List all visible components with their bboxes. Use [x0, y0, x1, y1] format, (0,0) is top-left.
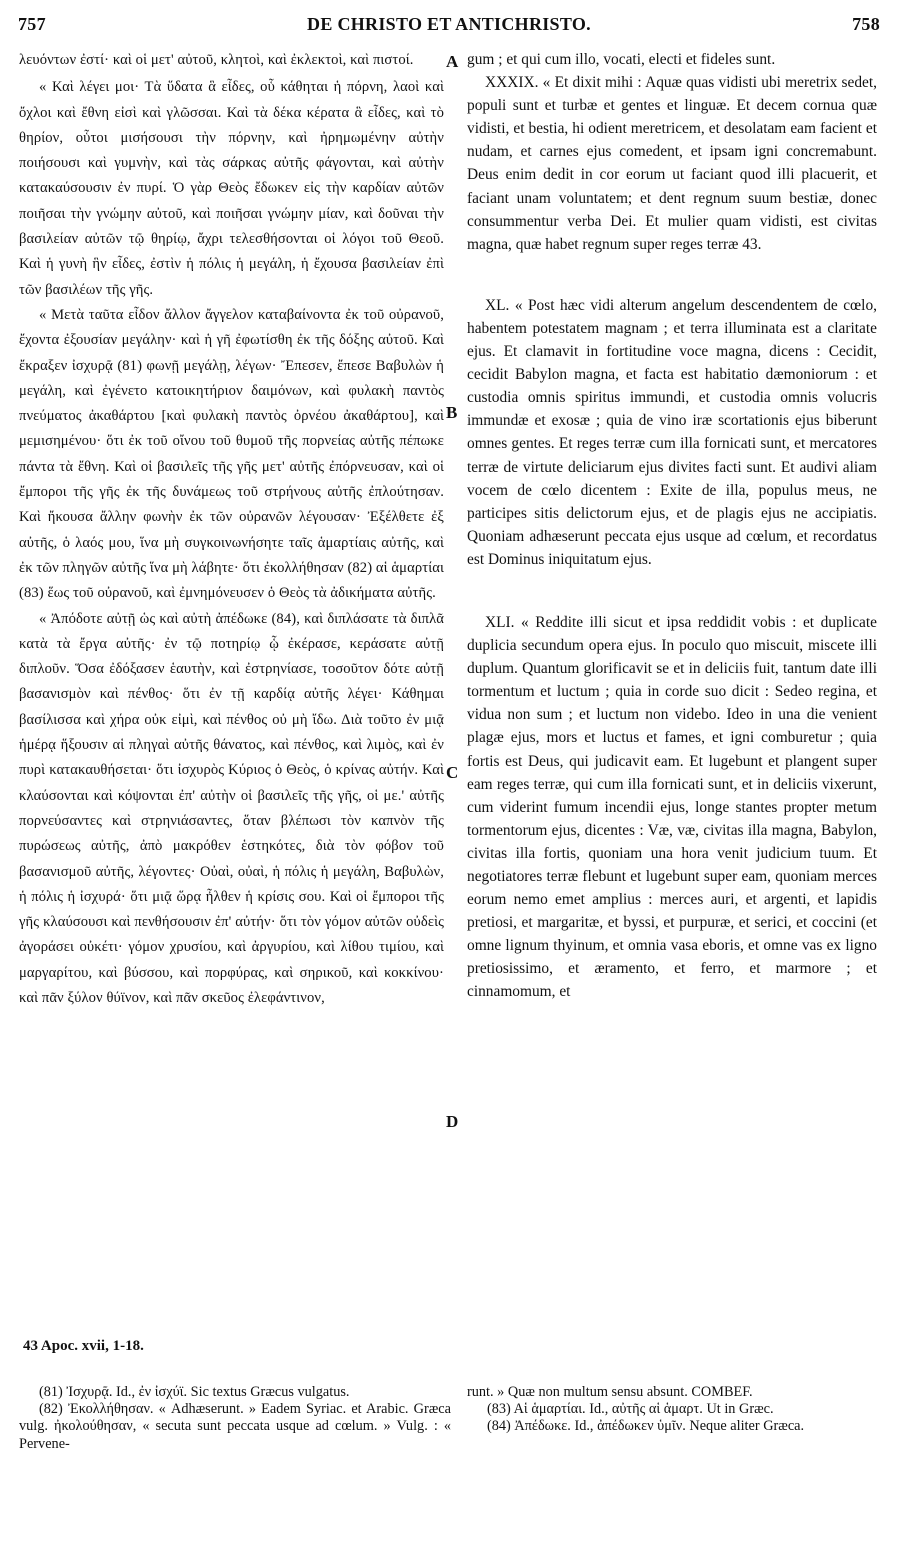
page-header — [18, 14, 880, 40]
greek-paragraph-1: λευόντων ἐστί· καὶ οἱ μετ' αὐτοῦ, κλητοὶ, καὶ ἐκλεκτοὶ, καὶ πιστοί. — [19, 52, 414, 68]
note-83: (83) Αἱ ἁμαρτίαι. Id., αὐτῆς αἱ ἁμαρτ. Ut in Græc. — [487, 1401, 774, 1418]
latin-section-xli: XLI. « Reddite illi sicut et ipsa reddidit vobis : et duplicate duplicia secundum opera ejus. In poculo quo miscuit, miscete illi duplum. Quantum glorificavit se et in deliciis fuit, tantum date illi tormentum et luctum ; quia in corde suo dicit : Sedeo regina, et vidua non sum ; et luctum non videbo. Ideo in una die venient plagæ ejus, mors et luctus et fames, et igni comburetur ; quia fortis est Deus, qui judicavit eam. Et lugebunt et plangent super eam reges terræ, qui cum illa fornicati sunt, et in deliciis vixerunt, cum viderint fumum incendii ejus, longe stantes propter metum tormentorum ejus, dicentes : Væ, væ, civitas illa magna, Babylon, civitas illa fortis, quoniam una hora venit judicium tuum. Et negotiatores terræ flebunt et lugebunt super eam, quoniam merces eorum nemo emet amplius : merces auri, et argenti, et lapidis pretiosi, et margaritæ, et byssi, et purpuræ, et serici, et coccini (et omne lignum thyinum, et omnia vasa eboris, et omne vas ex ligno pretiosissimo, et æramento, et ferro, et marmore ; et cinnamomum, et — [467, 613, 877, 1001]
notes-left-column — [19, 1384, 451, 1453]
margin-letter-c: C — [446, 763, 459, 782]
page-number-right: 758 — [852, 14, 880, 34]
greek-column — [19, 48, 444, 1011]
note-84: (84) Ἀπέδωκε. Id., ἀπέδωκεν ὑμῖν. Neque aliter Græca. — [487, 1418, 805, 1435]
latin-section-xl: XL. « Post hæc vidi alterum angelum descendentem de cœlo, habentem potestatem magnam ; et terra illuminata est a claritate ejus. Et clamavit in fortitudine voce magna, dicens : Cecidit, cecidit Babylon magna, et facta est habitatio dæmoniorum : et custodia omnis spiritus immundi, et custodia omnis volucris immundæ et exosæ ; quia de vino iræ scortationis ejus biberunt omnes gentes. Et reges terræ cum illa fornicati sunt, et mercatores terræ de virtute deliciarum ejus divites facti sunt. Et audivi aliam vocem de cœlo dicentem : Exite de illa, populus meus, ne participes sitis delictorum ejus, et de plagis ejus ne accipiatis. Quoniam adhæserunt peccata ejus usque ad cœlum, et recordatus est Dominus iniquitatum ejus. — [467, 296, 877, 568]
margin-letter-b: B — [446, 403, 458, 422]
note-82: (82) Ἐκολλήθησαν. « Adhæserunt. » Eadem Syriac. et Arabic. Græca vulg. ἠκολούθησαν, « secuta sunt peccata usque ad cœlum. » Vulg. : « Pervene- — [19, 1401, 451, 1452]
note-81: (81) Ἰσχυρᾷ. Id., ἐν ἰσχύϊ. Sic textus Græcus vulgatus. — [39, 1384, 350, 1400]
latin-column — [467, 48, 877, 1004]
margin-letter-a: A — [446, 52, 459, 71]
greek-paragraph-3: « Μετὰ ταῦτα εἶδον ἄλλον ἄγγελον καταβαίνοντα ἐκ τοῦ οὐρανοῦ, ἔχοντα ἐξουσίαν μεγάλην· καὶ ἡ γῆ ἐφωτίσθη ἐκ τῆς δόξης αὐτοῦ. Καὶ ἔκραξεν ἰσχυρᾷ (81) φωνῇ μεγάλῃ, λέγων· Ἔπεσεν, ἔπεσε Βαβυλὼν ἡ μεγάλη, καὶ ἐγένετο κατοικητήριον δαιμόνων, καὶ φυλακὴ παντὸς πνεύματος ἀκαθάρτου [καὶ φυλακὴ παντὸς ὀρνέου ἀκαθάρτου], καὶ μεμισημένου· ὅτι ἐκ τοῦ οἴνου τοῦ θυμοῦ τῆς πορνείας αὐτῆς πέπωκε πάντα τὰ ἔθνη. Καὶ οἱ βασιλεῖς τῆς γῆς μετ' αὐτῆς ἐπόρνευσαν, καὶ οἱ ἔμποροι τῆς γῆς ἐκ τῆς δυνάμεως τοῦ στρήνους αὐτῆς ἐπλούτησαν. Καὶ ἤκουσα ἄλλην φωνὴν ἐκ τῶν οὐρανῶν λέγουσαν· Ἐξέλθετε ἐξ αὐτῆς, ὁ λαός μου, ἵνα μὴ συγκοινωνήσητε ταῖς ἁμαρτίαις αὐτῆς, καὶ ἐκ τῶν πληγῶν αὐτῆς ἵνα μὴ λάβητε· ὅτι ἐκολλήθησαν (82) αἱ ἁμαρτίαι (83) ἕως τοῦ οὐρανοῦ, καὶ ἐμνημόνευσεν ὁ Θεὸς τὰ ἀδικήματα αὐτῆς. — [19, 306, 444, 602]
page-number-left: 757 — [18, 14, 46, 34]
margin-letter-d: D — [446, 1112, 459, 1131]
note-82-continued: runt. » Quæ non multum sensu absunt. COMBEF. — [467, 1384, 753, 1400]
latin-paragraph-1: gum ; et qui cum illo, vocati, electi et fideles sunt. — [467, 51, 776, 68]
latin-section-xxxix: XXXIX. « Et dixit mihi : Aquæ quas vidisti ubi meretrix sedet, populi sunt et turbæ et gentes et linguæ. Et decem cornua quæ vidisti, et bestia, hi odient meretricem, et desolatam eam facient et nudam, et carnes ejus comedent, et ipsam igni concremabunt. Deus enim dedit in cor eorum ut faciant quod illi placuerit, et faciant unam voluntatem; et dent regnum suum bestiæ, donec consummentur verba Dei. Et mulier quam vidisti, est civitas magna, quæ habet regnum super reges terræ 43. — [467, 74, 877, 253]
scripture-footnote: 43 Apoc. xvii, 1-18. — [23, 1338, 144, 1354]
greek-paragraph-4: « Ἀπόδοτε αὐτῇ ὡς καὶ αὐτὴ ἀπέδωκε (84), καὶ διπλάσατε τὰ διπλᾶ κατὰ τὰ ἔργα αὐτῆς· ἐν τῷ ποτηρίῳ ᾧ ἐκέρασε, κεράσατε αὐτῇ διπλοῦν. Ὅσα ἐδόξασεν ἑαυτὴν, καὶ ἐστρηνίασε, τοσοῦτον δότε αὐτῇ βασανισμὸν καὶ πένθος· ὅτι ἐν τῇ καρδίᾳ αὐτῆς λέγει· Κάθημαι βασίλισσα καὶ χήρα οὐκ εἰμὶ, καὶ πένθος οὐ μὴ ἴδω. Διὰ τοῦτο ἐν μιᾷ ἡμέρᾳ ἥξουσιν αἱ πληγαὶ αὐτῆς θάνατος, καὶ πένθος, καὶ λιμὸς, καὶ ἐν πυρὶ κατακαυθήσεται· ὅτι ἰσχυρὸς Κύριος ὁ Θεὸς, ὁ κρίνας αὐτήν. Καὶ κλαύσονται καὶ κόψονται ἐπ' αὐτὴν οἱ βασιλεῖς τῆς γῆς, οἱ με.' αὐτῆς πορνεύσαντες καὶ στρηνιάσαντες, ὅταν βλέπωσι τὸν καπνὸν τῆς πυρώσεως αὐτῆς, ἀπὸ μακρόθεν ἑστηκότες, διὰ τὸν φόβον τοῦ βασανισμοῦ αὐτῆς, λέγοντες· Οὐαὶ, οὐαὶ, ἡ πόλις ἡ μεγάλη, Βαβυλὼν, ἡ πόλις ἡ ἰσχυρά· ὅτι μιᾷ ὥρᾳ ἦλθεν ἡ κρίσις σου. Καὶ οἱ ἔμποροι τῆς γῆς κλαύσουσι καὶ πενθήσουσιν ἐπ' αὐτήν· ὅτι τὸν γόμον αὐτῶν οὐδεὶς ἀγοράσει οὐκέτι· γόμον χρυσίου, καὶ ἀργυρίου, καὶ λίθου τιμίου, καὶ μαργαρίτου, καὶ βύσσου, καὶ πορφύρας, καὶ σηρικοῦ, καὶ κοκκίνου· καὶ πᾶν ξύλον θύϊνον, καὶ πᾶν σκεῦος ἐλεφάντινον, — [19, 610, 444, 1006]
greek-paragraph-2: « Καὶ λέγει μοι· Τὰ ὕδατα ἃ εἶδες, οὗ κάθηται ἡ πόρνη, λαοὶ καὶ ὄχλοι καὶ ἔθνη εἰσὶ καὶ γλῶσσαι. Καὶ τὰ δέκα κέρατα ἃ εἶδες, καὶ τὸ θηρίον, οὗτοι μισήσουσι τὴν πόρνην, καὶ ἠρημωμένην αὐτὴν ποιήσουσι καὶ γυμνὴν, καὶ τὰς σάρκας αὐτῆς φάγονται, καὶ αὐτὴν κατακαύσουσιν ἐν πυρί. Ὁ γὰρ Θεὸς ἔδωκεν εἰς τὴν καρδίαν αὐτῶν ποιῆσαι τὴν γνώμην αὐτοῦ, καὶ ποιῆσαι γνώμην μίαν, καὶ δοῦναι τὴν βασιλείαν αὐτῶν τῷ θηρίῳ, ἄχρι τελεσθήσονται οἱ λόγοι τοῦ Θεοῦ. Καὶ ἡ γυνὴ ἣν εἶδες, ἐστὶν ἡ πόλις ἡ μεγάλη, ἡ ἔχουσα βασιλείαν ἐπὶ τῶν βασιλέων τῆς γῆς. — [19, 79, 444, 298]
running-title: DE CHRISTO ET ANTICHRISTO. — [307, 14, 591, 34]
notes-right-column — [467, 1384, 881, 1436]
